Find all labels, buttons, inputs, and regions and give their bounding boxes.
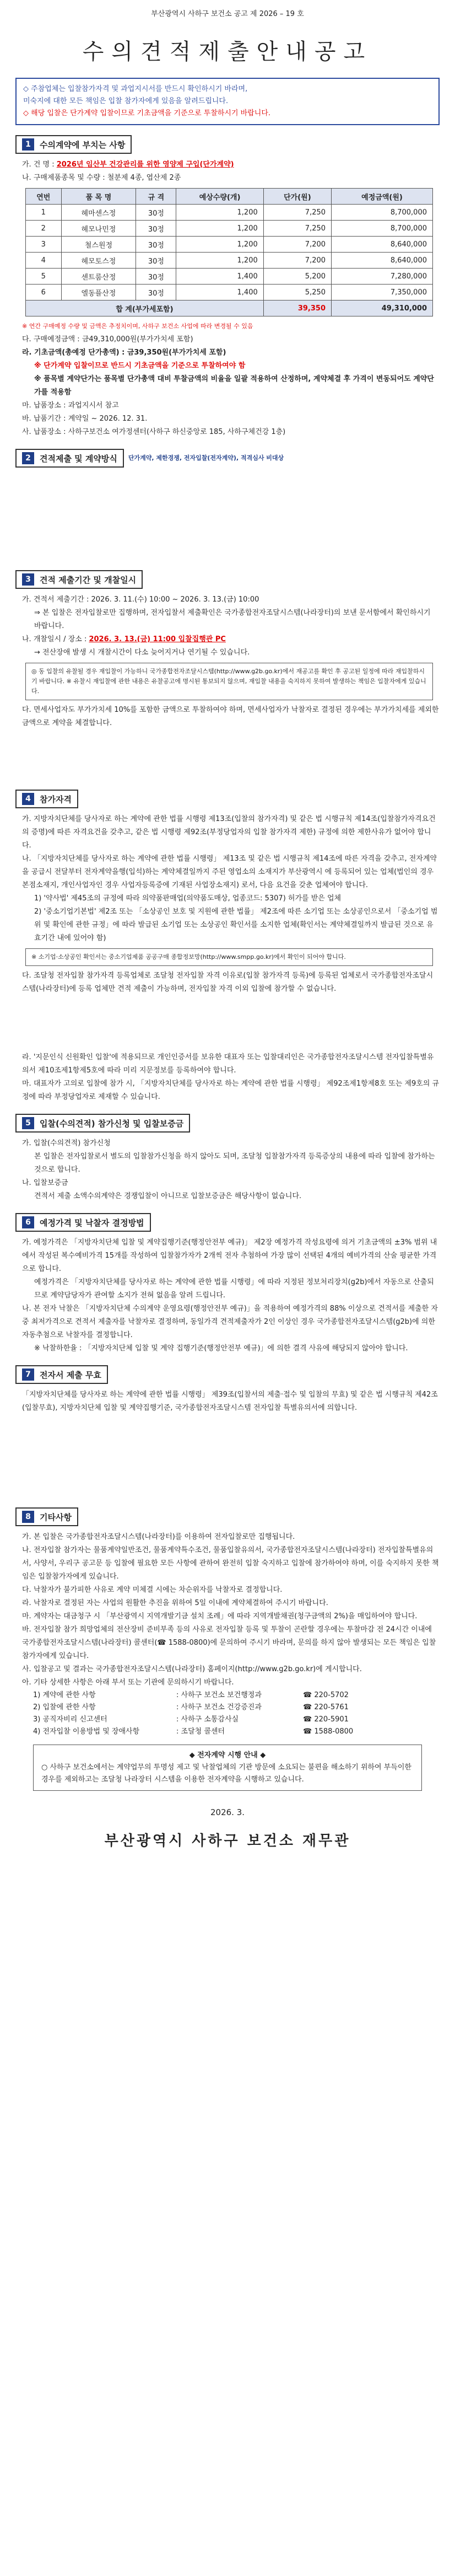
- s8-item-f: 바. 전자입찰 참가 희망업체의 전산장비 준비부족 등의 사유로 전자입찰 등록 및 투찰이 곤란할 경우에는 투찰마감 전 24시간 이내에 국가종합전자조달시스템(나라장터) 콜센터(☎ 1588-0800)에 문의하여 주시기 바라며, 문의를 하지 않아 발생되는 모든 책임은 입찰 참가자에게 있습니다.: [22, 1625, 436, 1660]
- notice-line-3: ◇ 해당 입찰은 단가계약 입찰이므로 기초금액을 기준으로 투찰하시기 바랍니다.: [23, 109, 271, 117]
- section-number: 3: [22, 573, 34, 586]
- section-8-heading: [15, 1507, 440, 1526]
- s3-item-b1: → 전산장애 발생 시 개찰시간이 다소 늦어지거나 연기될 수 있습니다.: [34, 648, 250, 657]
- table-header-row: [26, 189, 433, 205]
- s4-item-b1: 1) '약사법' 제45조의 규정에 따라 의약품판매업(의약품도매상, 업종코드: 5307) 허가를 받은 업체: [34, 894, 342, 903]
- notice-box: [15, 78, 440, 125]
- s8-item-d: 라. 낙찰자로 결정된 자는 사업의 원활한 추진을 위하여 5일 이내에 계약체결하여 주시기 바랍니다.: [22, 1599, 328, 1607]
- section-title: 견적제출 및 계약방식: [40, 453, 117, 464]
- section-2-extra: 단가계약, 제한경쟁, 전자입찰(전자계약), 적격심사 비대상: [128, 454, 284, 461]
- s3-box-note: ◎ 동 입찰의 유찰될 경우 재입찰이 가능하니 국가종합전자조달시스템(http://www.g2b.go.kr)에서 재공고를 확인 후 공고된 일정에 따라 재입찰하시기 바랍니다. ※ 유찰시 재입찰에 관한 내용은 유찰공고에 명시된 통보되지 않으며, 재입찰 내용을 숙지하지 못하여 발생하는 책임은 입찰자에게 있습니다.: [25, 663, 433, 700]
- s7-item-a: 「지방자치단체를 당사자로 하는 계약에 관한 법률 시행령」 제39조(입찰서의 제출·접수 및 입찰의 무효) 및 같은 법 시행규칙 제42조(입찰무효), 지방자치단체 입찰 및 계약집행기준, 국가종합전자조달시스템 전자입찰 특별유의서에 의합니다.: [22, 1391, 438, 1412]
- s1-item-d1: ※ 단가계약 입찰이므로 반드시 기초금액을 기준으로 투찰하여야 함: [34, 362, 246, 370]
- section-number: 4: [22, 793, 34, 805]
- col-header: 품 목 명: [61, 189, 136, 205]
- section-number: 7: [22, 1368, 34, 1381]
- s5-item-a: 가. 입찰(수의견적) 참가신청: [22, 1139, 111, 1147]
- s4-item-e: 마. 대표자가 고의로 입찰에 참가 시, 「지방자치단체를 당사자로 하는 계약에 관한 법률 시행령」 제92조제1항제8호 또는 제9호의 규정에 따라 부정당업자로 제재할 수 있습니다.: [22, 1080, 440, 1101]
- section-4-heading: [15, 790, 440, 808]
- section-number: 5: [22, 1117, 34, 1129]
- s4-item-b2: 2) '중소기업기본법' 제2조 또는 「소상공인 보호 및 지원에 관한 법률」 제2조에 따른 소기업 또는 소상공인으로서 「중소기업 범위 및 확인에 관한 규정」에 따라 발급된 소기업 또는 소상공인 확인서를 소지한 업체(확인서는 계약체결일까지 발급된 것으로 유효기간 내에 있어야 함): [34, 908, 438, 942]
- col-header: 연번: [26, 189, 62, 205]
- s4-item-d: 라. '지문인식 신원확인 입찰'에 적용되므로 개인인증서를 보유한 대표자 또는 입찰대리인은 국가종합전자조달시스템 전자입찰특별유의서 제10조제1항제5호에 따라 미리 지문정보를 등록하여야 합니다.: [22, 1053, 434, 1075]
- section-title: 전자서 제출 무효: [40, 1370, 101, 1380]
- contact-row: 2) 입찰에 관한 사항 : 사하구 보건소 건강증진과 ☎ 220-5761: [33, 1703, 349, 1711]
- section-title: 견적 제출기간 및 개찰일시: [40, 575, 137, 585]
- s5-item-b: 나. 입찰보증금: [22, 1179, 68, 1187]
- s6-item-b1: ※ 낙찰하한율 : 「지방자치단체 입찰 및 계약 집행기준(행정안전부 예규)」에 의한 결격 사유에 해당되지 않아야 합니다.: [34, 1344, 408, 1353]
- section-number: 8: [22, 1511, 34, 1523]
- s8-item-b: 나. 전자입찰 참가자는 물품계약일반조건, 물품계약특수조건, 물품입찰유의서, 국가종합전자조달시스템(나라장터) 전자입찰특별유의서, 사양서, 우리구 공고문 등 입찰에 필요한 모든 사항에 관하여 완전히 입찰 숙지하고 입찰에 참가하여야 하며, 이를 숙지하지 못한 책임은 입찰참가자에게 있습니다.: [22, 1546, 439, 1581]
- spacer: [0, 996, 455, 1051]
- s1-item-d: 라. 기초금액(총예정 단가총액) : 금39,350원(부가가치세 포함): [22, 348, 226, 357]
- s4-item-a: 가. 지방자치단체를 당사자로 하는 계약에 관한 법률 시행령 제13조(입찰의 참가자격) 및 같은 법 시행규칙 제14조(입찰참가자격요건의 증명)에 따른 자격요건을 갖추고, 같은 법 시행령 제92조(부정당업자의 입찰 참가자격 제한) 규정에 의한 제한사유가 없어야 합니다.: [22, 815, 436, 850]
- table-row: 3 철스원정 30정 1,200 7,200 8,640,000: [26, 237, 433, 253]
- section-title: 기타사항: [40, 1512, 72, 1522]
- col-header: 규 격: [136, 189, 176, 205]
- e-contract-box: [33, 1745, 422, 1791]
- section-number: 1: [22, 138, 34, 151]
- page-title: 수의견적제출안내공고: [82, 39, 373, 65]
- e-contract-title: ◆ 전자계약 시행 안내 ◆: [189, 1751, 266, 1759]
- contact-row: 1) 계약에 관한 사항 : 사하구 보건소 보건행정과 ☎ 220-5702: [33, 1691, 349, 1699]
- s8-item-h: 아. 기타 상세한 사항은 아래 부서 또는 기관에 문의하시기 바랍니다.: [22, 1678, 234, 1687]
- s5-item-a1: 본 입찰은 전자입찰로서 별도의 입찰참가신청을 하지 않아도 되며, 조달청 입찰참가자격 등록증상의 내용에 따라 입찰에 참가하는 것으로 합니다.: [34, 1152, 435, 1174]
- spacer: [0, 730, 455, 780]
- table-row: 2 헤모나민정 30정 1,200 7,250 8,700,000: [26, 221, 433, 237]
- s1-item-a: 가. 건 명 : 2026년 임산부 건강관리를 위한 영양제 구입(단가계약): [22, 160, 234, 169]
- col-header: 예상수량(개): [176, 189, 263, 205]
- s3-item-a: 가. 견적서 제출기간 : 2026. 3. 11.(수) 10:00 ~ 2026. 3. 13.(금) 10:00: [22, 595, 259, 604]
- table-row: 1 헤마센스정 30정 1,200 7,250 8,700,000: [26, 205, 433, 221]
- section-title: 예정가격 및 낙찰자 결정방법: [40, 1217, 144, 1228]
- s8-item-c: 다. 낙찰자가 불가피한 사유로 계약 미체결 시에는 차순위자를 낙찰자로 결정합니다.: [22, 1586, 283, 1594]
- section-6-heading: [15, 1213, 440, 1232]
- section-title: 입찰(수의견적) 참가신청 및 입찰보증금: [40, 1118, 184, 1129]
- s4-item-b: 나. 「지방자치단체를 당사자로 하는 계약에 관한 법률 시행령」 제13조 및 같은 법 시행규칙 제14조에 따른 자격을 갖추고, 전자계약을 공급시 전달부터 전자계약을행(입석)하는 계약체결일까지 주된 영업소의 소재지가 부산광역시 에 등록되어 있는 업체(법인의 경우 본점소재지, 개인사업자인 경우 사업자등록증에 기재된 사업장소재지) 로서, 다음 요건을 갖춘 업체여야 합니다.: [22, 855, 437, 889]
- doc-number: 부산광역시 사하구 보건소 공고 제 2026 – 19 호: [151, 10, 304, 18]
- table-row: 5 센트룸산정 30정 1,400 5,200 7,280,000: [26, 269, 433, 285]
- footer-issuer: 부산광역시 사하구 보건소 재무관: [104, 1833, 351, 1849]
- section-1-heading: [15, 135, 440, 154]
- s8-item-g: 사. 입찰공고 및 결과는 국가종합전자조달시스템(나라장터) 홈페이지(http://www.g2b.go.kr)에 게시합니다.: [22, 1665, 362, 1673]
- s3-item-b: 나. 개찰일시 / 장소 : 2026. 3. 13.(금) 11:00 입찰집행관 PC: [22, 635, 226, 643]
- section-title: 수의계약에 부치는 사항: [40, 139, 126, 150]
- s8-item-e: 마. 계약자는 대금청구 시 「부산광역시 지역개발기금 설치 조례」에 따라 지역개발채권(청구금액의 2%)을 매입하여야 합니다.: [22, 1612, 418, 1620]
- spacer: [0, 1415, 455, 1498]
- table-total-row: 합 계(부가세포함) 39,350 49,310,000: [26, 300, 433, 316]
- s1-item-c: 다. 구매예정금액 : 금49,310,000원(부가가치세 포함): [22, 335, 193, 344]
- table-row: 4 헤모토스정 30정 1,200 7,200 8,640,000: [26, 253, 433, 269]
- section-number: 6: [22, 1216, 34, 1228]
- s4-item-c: 다. 조달청 전자입찰 참가자격 등록업체로 조달청 전자입찰 자격 이유로(입찰 참가자격 등록)에 등록된 업체로서 국가종합전자조달시스템(나라장터)에 등록 업체만 견적 제출이 가능하며, 전자입찰 자격 이외 입찰에 참가할 수 없습니다.: [22, 972, 434, 993]
- contact-row: 4) 전자입찰 이용방법 및 장애사항 : 조달청 콜센터 ☎ 1588-0800: [33, 1727, 354, 1736]
- section-7-heading: [15, 1365, 440, 1384]
- col-header: 단가(원): [263, 189, 331, 205]
- s6-item-a: 가. 예정가격은 「지방자치단체 입찰 및 계약집행기준(행정안전부 예규)」 제2장 예정가격 작성요령에 의거 기초금액의 ±3% 범위 내에서 작성된 복수예비가격 15개를 작성하여 입찰참가자가 2개씩 전자 추첨하여 가장 많이 선택된 4개의 예비가격의 산술 평균한 가격으로 합니다.: [22, 1238, 437, 1273]
- s1-item-f: 바. 납품기간 : 계약일 ~ 2026. 12. 31.: [22, 415, 148, 423]
- contact-row: 3) 공직자비리 신고센터 : 사하구 소통감사실 ☎ 220-5901: [33, 1715, 349, 1724]
- footer-date: 2026. 3.: [210, 1807, 245, 1817]
- s6-item-b: 나. 본 전자 낙찰은 「지방자치단체 수의계약 운영요령(행정안전부 예규)」을 적용하여 예정가격의 88% 이상으로 견적서를 제출한 자 중 최저가격으로 견적서 제출자를 낙찰자로 결정하며, 동일가격 견적제출자가 2인 이상인 경우 국가종합전자조달시스템(g2b)에 의한 자동추첨으로 낙찰자를 결정합니다.: [22, 1305, 438, 1339]
- col-header: 예정금액(원): [332, 189, 433, 205]
- notice-line-1: ◇ 주참업체는 입찰참가자격 및 과업지시서를 반드시 확인하시기 바라며,: [23, 85, 248, 93]
- s3-item-a1: ⇒ 본 입찰은 전자입찰로만 집행하며, 전자입찰서 제출확인은 국가종합전자조달시스템(나라장터)의 보낸 문서함에서 확인하시기 바랍니다.: [34, 609, 431, 630]
- s4-box-note: ※ 소기업·소상공인 확인서는 중소기업제품 공공구매 종합정보망(http://www.smpp.go.kr)에서 확인이 되어야 합니다.: [25, 948, 433, 966]
- section-2-heading: [15, 449, 440, 468]
- s6-item-a1: 예정가격은 「지방자치단체를 당사자로 하는 계약에 관한 법률 시행령」에 따라 지정된 정보처리장치(g2b)에서 자동으로 산출되므로 계약담당자가 관여할 소지가 전혀 없음을 알려 드립니다.: [34, 1278, 434, 1300]
- section-number: 2: [22, 452, 34, 464]
- section-5-heading: [15, 1114, 440, 1133]
- spacer: [0, 472, 455, 560]
- table-row: 6 엘동플산정 30정 1,400 5,250 7,350,000: [26, 285, 433, 300]
- s3-item-c: 다. 면세사업자도 부가가치세 10%를 포함한 금액으로 투찰하여야 하며, 면세사업자가 낙찰자로 결정된 경우에는 부가가치세를 제외한 금액으로 계약을 체결합니다.: [22, 706, 439, 727]
- e-contract-body: ○ 사하구 보건소에서는 계약업무의 투명성 제고 및 낙찰업체의 기관 방문에 소요되는 불편을 해소하기 위하여 부득이한 경우를 제외하고는 조달청 나라장터 시스템을 이용한 전자계약을 시행하고 있습니다.: [41, 1763, 411, 1784]
- section-3-heading: [15, 570, 440, 589]
- s1-item-b: 나. 구매제품종목 및 수량 : 철분제 4종, 엽산제 2종: [22, 174, 181, 182]
- section-title: 참가자격: [40, 794, 72, 804]
- s1-item-d2: ※ 품목별 계약단가는 품목별 단가총액 대비 투찰금액의 비율을 일괄 적용하여 산정하며, 계약체결 후 가격이 변동되어도 계약단가를 적용함: [34, 375, 434, 396]
- s1-note: ※ 연간 구매예정 수량 및 금액은 추정치이며, 사하구 보건소 사업에 따라 변경될 수 있음: [22, 323, 253, 330]
- s1-item-g: 사. 납품장소 : 사하구보건소 여가정센터(사하구 하신중앙로 185, 사하구체건강 1층): [22, 428, 286, 436]
- items-table: [25, 188, 433, 316]
- s1-item-e: 마. 납품장소 : 과업지시서 참고: [22, 401, 119, 410]
- notice-line-2: 미숙지에 대한 모든 책임은 입찰 참가자에게 있음을 알려드립니다.: [23, 97, 229, 105]
- s8-item-a: 가. 본 입찰은 국가종합전자조달시스템(나라장터)를 이용하여 전자입찰로만 집행됩니다.: [22, 1533, 295, 1541]
- s5-item-b1: 견적서 제출 소액수의계약은 경쟁입찰이 아니므로 입찰보증금은 해당사항이 없습니다.: [34, 1192, 302, 1200]
